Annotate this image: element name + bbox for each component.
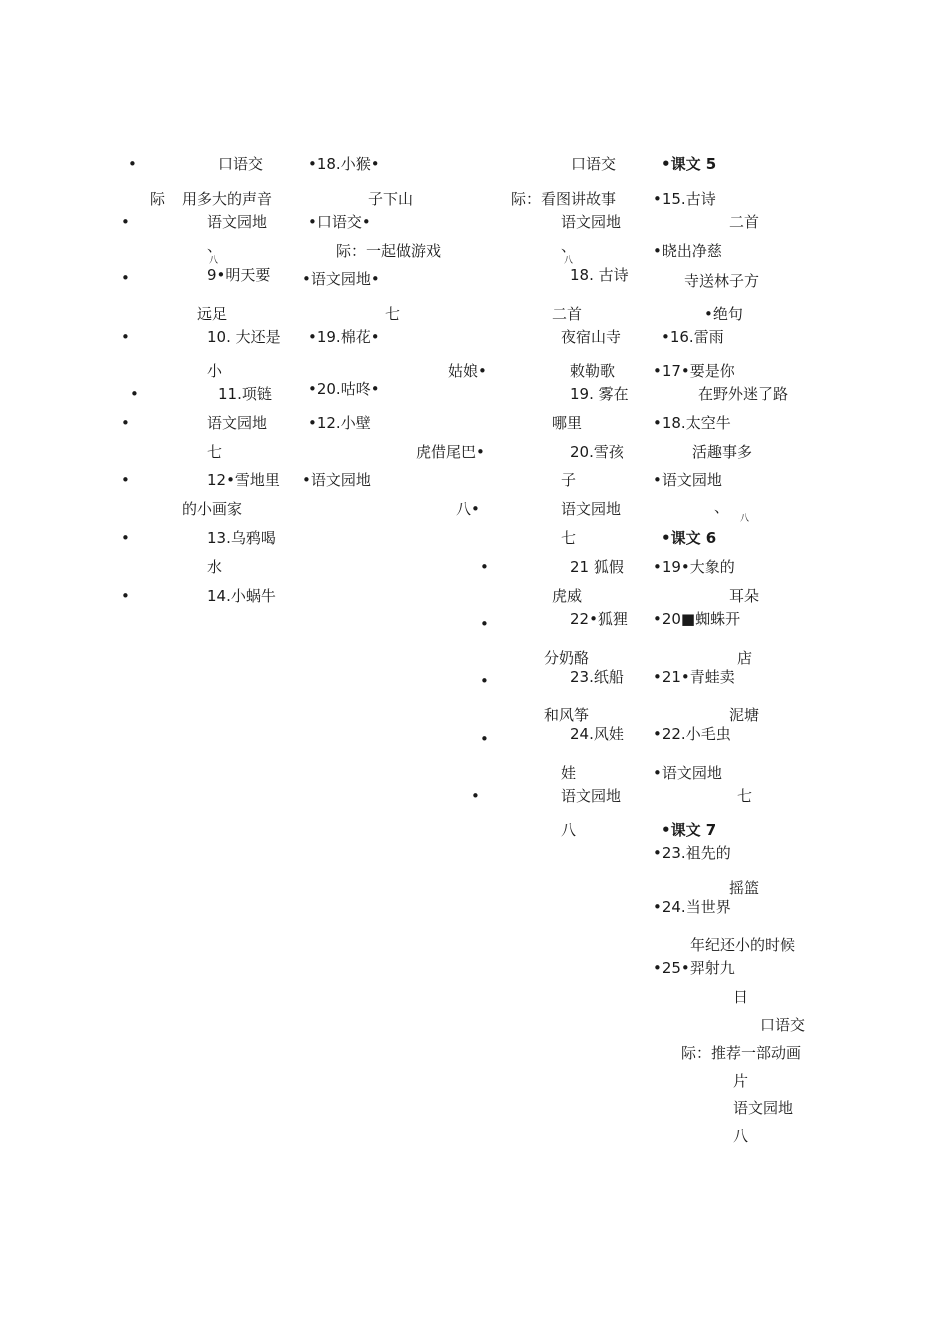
bullet: • (480, 672, 489, 690)
toc-text: •24.当世界 (653, 898, 731, 916)
toc-text: 23.纸船 (570, 668, 624, 686)
toc-text: 七 (207, 443, 223, 461)
toc-text: •16.雷雨 (661, 328, 724, 346)
toc-text: •18.太空牛 (653, 414, 731, 432)
toc-text: 二首 (729, 213, 760, 231)
toc-text: 活趣事多 (692, 443, 753, 461)
toc-text: 寺送林子方 (684, 272, 760, 290)
toc-text: 9•明天要 (207, 266, 271, 284)
toc-text: 13.乌鸦喝 (207, 529, 276, 547)
toc-text: 虎借尾巴• (416, 443, 485, 461)
toc-text: 摇篮 (729, 879, 760, 897)
toc-text: 敕勒歌 (570, 362, 616, 380)
toc-text: 19. 雾在 (570, 385, 629, 403)
toc-text: •21•青蛙卖 (653, 668, 735, 686)
bullet: • (121, 328, 130, 346)
toc-text: •语文园地 (302, 471, 371, 489)
toc-text: 姑娘• (448, 362, 487, 380)
toc-text: •口语交• (308, 213, 371, 231)
bullet: • (121, 269, 130, 287)
bullet: • (121, 587, 130, 605)
bullet: • (480, 615, 489, 633)
toc-text: •19.棉花• (308, 328, 380, 346)
toc-text: 七 (737, 787, 753, 805)
toc-text: 20.雪孩 (570, 443, 624, 461)
toc-text: 哪里 (552, 414, 583, 432)
toc-text: 口语交 (571, 155, 617, 173)
bullet: • (121, 414, 130, 432)
bullet: • (480, 730, 489, 748)
toc-text: 语文园地 (733, 1099, 794, 1117)
section-heading: •课文 7 (661, 821, 717, 839)
bullet: • (121, 471, 130, 489)
toc-text: 际：看图讲故事 (511, 190, 617, 208)
toc-text: •绝句 (704, 305, 743, 323)
toc-text: 口语交 (218, 155, 264, 173)
toc-text: •语文园地 (653, 764, 722, 782)
toc-text: 用多大的声音 (182, 190, 273, 208)
toc-text: 的小画家 (182, 500, 243, 518)
toc-text: 七 (561, 529, 577, 547)
toc-text: •语文园地• (302, 270, 380, 288)
section-heading: •课文 5 (661, 155, 717, 173)
bullet: • (471, 787, 480, 805)
toc-text: 片 (733, 1072, 749, 1090)
toc-text: 八 (733, 1127, 749, 1145)
toc-text: 、 (561, 237, 577, 255)
toc-text: 语文园地 (207, 213, 268, 231)
toc-text: •22.小毛虫 (653, 725, 731, 743)
toc-text: 店 (737, 649, 753, 667)
toc-text: 年纪还小的时候 (690, 936, 796, 954)
section-heading: •课文 6 (661, 529, 717, 547)
toc-text: •晓出净慈 (653, 242, 722, 260)
toc-text: 22•狐狸 (570, 610, 628, 628)
toc-text: 小 (207, 362, 223, 380)
toc-text: 分奶酪 (544, 649, 590, 667)
toc-text: 八 (740, 514, 750, 524)
toc-text: 耳朵 (729, 587, 760, 605)
bullet: • (121, 529, 130, 547)
toc-text: 虎威 (552, 587, 583, 605)
toc-text: •15.古诗 (653, 190, 716, 208)
toc-text: •19•大象的 (653, 558, 735, 576)
bullet: • (480, 558, 489, 576)
toc-text: •20.咕咚• (308, 380, 380, 398)
bullet: • (130, 385, 139, 403)
toc-text: 18. 古诗 (570, 266, 629, 284)
toc-text: 日 (733, 988, 749, 1006)
toc-text: 语文园地 (561, 787, 622, 805)
toc-text: 24.风娃 (570, 725, 624, 743)
toc-text: •语文园地 (653, 471, 722, 489)
toc-text: 八 (561, 821, 577, 839)
toc-text: 在野外迷了路 (698, 385, 789, 403)
toc-text: 语文园地 (561, 213, 622, 231)
toc-text: 、 (207, 237, 223, 255)
toc-text: 14.小蜗牛 (207, 587, 276, 605)
toc-text: 口语交 (760, 1016, 806, 1034)
toc-text: 远足 (197, 305, 228, 323)
toc-text: 12•雪地里 (207, 471, 280, 489)
toc-text: 语文园地 (561, 500, 622, 518)
toc-text: 际 (150, 190, 166, 208)
toc-text: 水 (207, 558, 223, 576)
toc-text: 八 (209, 256, 219, 266)
toc-text: 、 (714, 498, 730, 516)
toc-text: •12.小壁 (308, 414, 371, 432)
toc-text: 泥塘 (729, 706, 760, 724)
toc-text: 21 狐假 (570, 558, 624, 576)
bullet: • (128, 155, 137, 173)
toc-text: 夜宿山寺 (561, 328, 622, 346)
toc-text: 际：一起做游戏 (336, 242, 442, 260)
toc-text: 语文园地 (207, 414, 268, 432)
toc-text: 娃 (561, 764, 577, 782)
toc-text: 二首 (552, 305, 583, 323)
bullet: • (121, 213, 130, 231)
toc-text: 子 (561, 471, 577, 489)
toc-text: •17•要是你 (653, 362, 735, 380)
toc-text: 和风筝 (544, 706, 590, 724)
toc-text: 子下山 (368, 190, 414, 208)
toc-text: 11.项链 (218, 385, 272, 403)
toc-text: •25•羿射九 (653, 959, 735, 977)
toc-text: 七 (385, 305, 401, 323)
toc-text: 八 (564, 256, 574, 266)
toc-text: 10. 大还是 (207, 328, 281, 346)
toc-text: •18.小猴• (308, 155, 380, 173)
toc-text: •20■蜘蛛开 (653, 610, 741, 628)
toc-text: •23.祖先的 (653, 844, 731, 862)
toc-text: 际：推荐一部动画 (681, 1044, 802, 1062)
toc-text: 八• (456, 500, 480, 518)
